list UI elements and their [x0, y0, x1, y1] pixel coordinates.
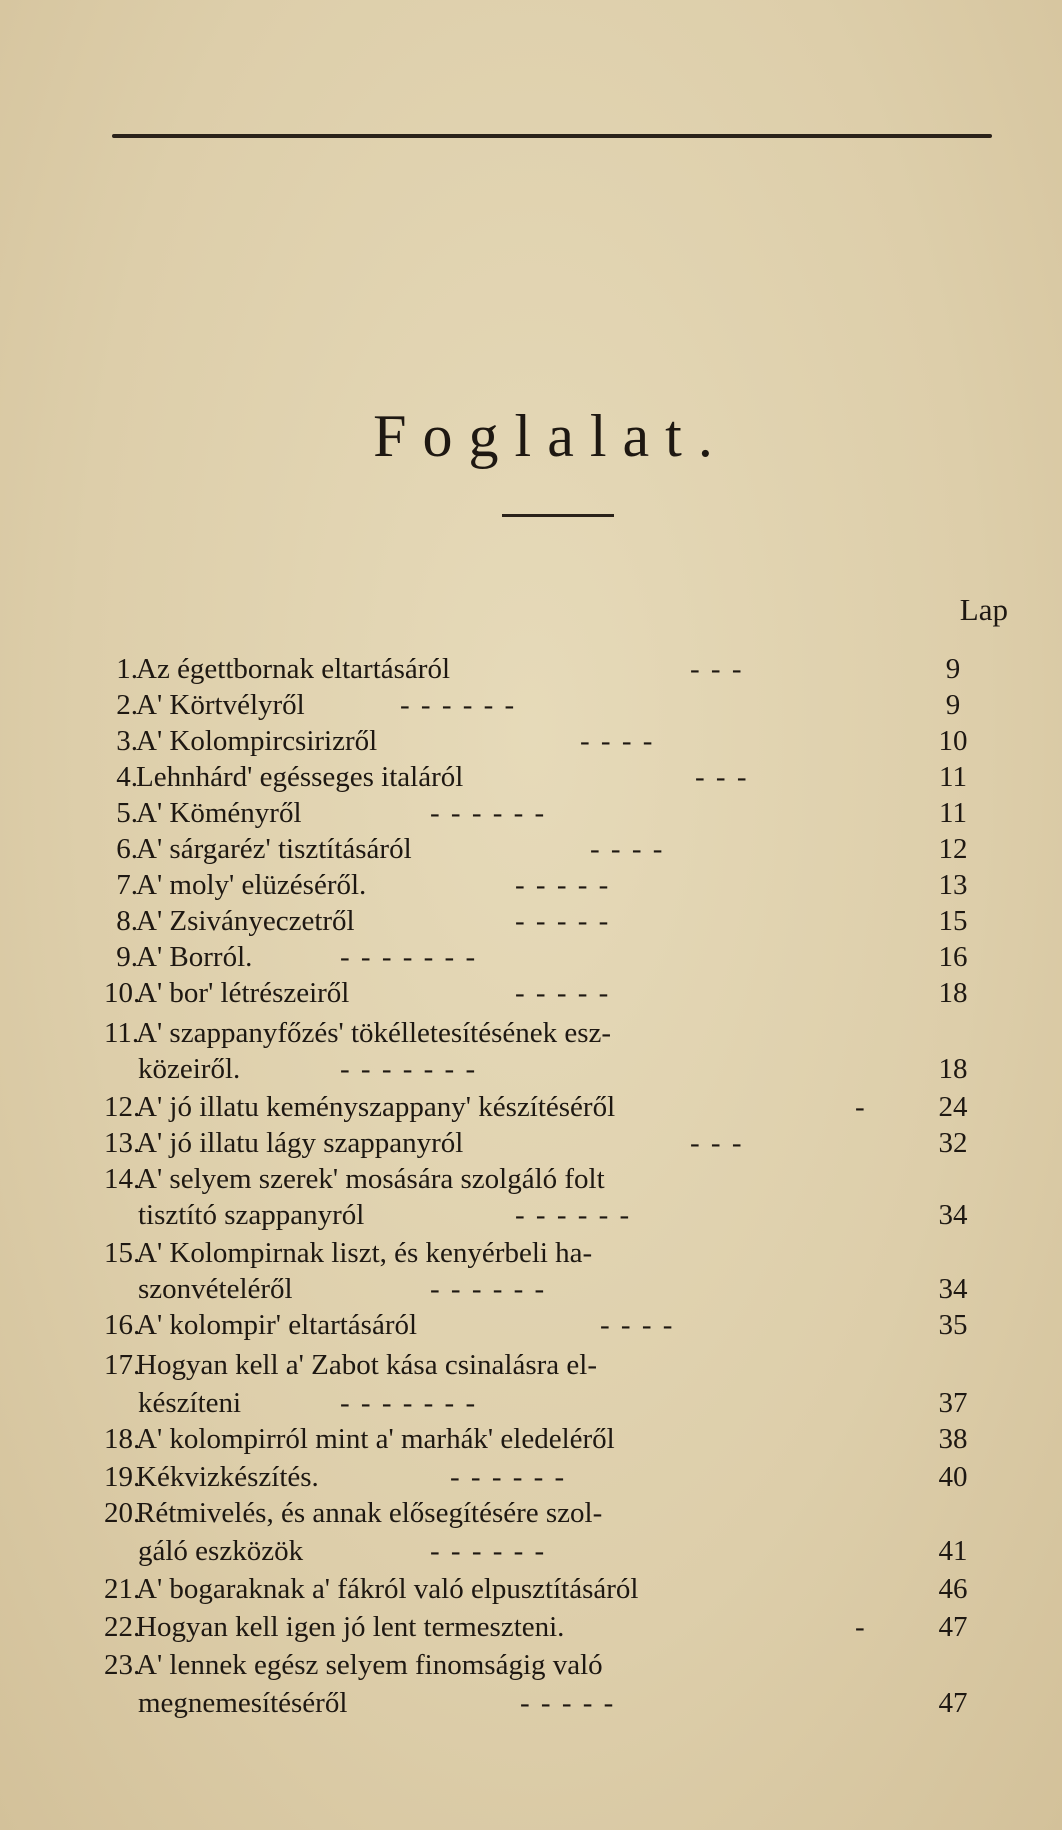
entry-title: A' jó illatu lágy szappanyról	[136, 1127, 464, 1159]
entry-number: 9.	[116, 941, 138, 973]
toc-line	[0, 1306, 1062, 1344]
entry-number: 1.	[116, 653, 138, 685]
entry-number: 14.	[104, 1163, 141, 1195]
entry-number: 12.	[104, 1091, 141, 1123]
entry-title: A' lennek egész selyem finomságig való	[136, 1649, 603, 1681]
entry-page: 10	[938, 725, 968, 757]
toc-line	[0, 1420, 1062, 1458]
leader-dashes: - - - - - -	[430, 797, 547, 829]
entry-page: 12	[938, 833, 968, 865]
leader-dashes: - - - - -	[520, 1687, 616, 1719]
entry-number: 16.	[104, 1309, 141, 1341]
toc-line	[0, 1458, 1062, 1496]
toc-line	[0, 686, 1062, 724]
leader-dashes: - - -	[695, 761, 749, 793]
entry-page: 47	[938, 1687, 968, 1719]
leader-dashes: - - - - - - -	[340, 1387, 478, 1419]
toc-line	[0, 758, 1062, 796]
toc-line	[0, 1088, 1062, 1126]
entry-number: 8.	[116, 905, 138, 937]
entry-number: 11.	[104, 1017, 140, 1049]
entry-page: 34	[938, 1199, 968, 1231]
page-column-header: Lap	[959, 592, 1008, 627]
entry-title: A' Kolompirnak liszt, és kenyérbeli ha-	[136, 1237, 593, 1269]
toc-line	[0, 1160, 1062, 1198]
toc-line	[0, 1234, 1062, 1272]
entry-page: 9	[945, 653, 961, 685]
entry-title: A' moly' elüzéséről.	[136, 869, 367, 901]
leader-dashes: - - - - -	[515, 869, 611, 901]
toc-line	[0, 1532, 1062, 1570]
leader-dashes: -	[855, 1611, 867, 1643]
entry-title: Kékvizkészítés.	[136, 1461, 319, 1493]
entry-number: 13.	[104, 1127, 141, 1159]
leader-dashes: - - - - - -	[450, 1461, 567, 1493]
entry-page: 34	[938, 1273, 968, 1305]
entry-title: A' szappanyfőzés' tökélletesítésének esz-	[136, 1017, 612, 1049]
toc-line	[0, 974, 1062, 1012]
leader-dashes: - - -	[690, 653, 744, 685]
entry-number: 20.	[104, 1497, 141, 1529]
entry-title: A' sárgaréz' tisztításáról	[136, 833, 412, 865]
toc-line	[0, 902, 1062, 940]
toc-line	[0, 938, 1062, 976]
toc-line	[0, 1050, 1062, 1088]
leader-dashes: - - - - - - -	[340, 941, 478, 973]
entry-page: 41	[938, 1535, 968, 1567]
entry-title: Az égettbornak eltartásáról	[136, 653, 451, 685]
entry-title: A' Körtvélyről	[136, 689, 305, 721]
entry-title: A' Kolompircsirizről	[136, 725, 378, 757]
entry-number: 4.	[116, 761, 138, 793]
toc-line	[0, 1646, 1062, 1684]
entry-number: 2.	[116, 689, 138, 721]
entry-number: 23.	[104, 1649, 141, 1681]
entry-number: 18.	[104, 1423, 141, 1455]
leader-dashes: - - - -	[600, 1309, 675, 1341]
entry-title: Rétmivelés, és annak elősegítésére szol-	[136, 1497, 603, 1529]
toc-line	[0, 1270, 1062, 1308]
entry-page: 11	[939, 761, 967, 793]
page-title: Foglalat.	[373, 403, 729, 469]
entry-page: 18	[938, 977, 968, 1009]
entry-page: 16	[938, 941, 968, 973]
entry-number: 17.	[104, 1349, 141, 1381]
toc-line	[0, 722, 1062, 760]
entry-page: 47	[938, 1611, 968, 1643]
entry-title: gáló eszközök	[138, 1535, 304, 1567]
entry-page: 46	[938, 1573, 968, 1605]
leader-dashes: - - - - -	[515, 977, 611, 1009]
toc-line	[0, 1384, 1062, 1422]
entry-title: A' Köményről	[136, 797, 302, 829]
entry-title: Hogyan kell a' Zabot kása csinalásra el-	[136, 1349, 597, 1381]
entry-title: A' selyem szerek' mosására szolgáló folt	[136, 1163, 605, 1195]
entry-page: 24	[938, 1091, 968, 1123]
toc-line	[0, 866, 1062, 904]
entry-title: A' bor' létrészeiről	[136, 977, 350, 1009]
entry-number: 21.	[104, 1573, 141, 1605]
entry-number: 3.	[116, 725, 138, 757]
toc-line	[0, 1608, 1062, 1646]
toc-line	[0, 1684, 1062, 1722]
entry-page: 32	[938, 1127, 968, 1159]
entry-page: 35	[938, 1309, 968, 1341]
entry-title: A' bogaraknak a' fákról való elpusztításáról	[136, 1573, 639, 1605]
leader-dashes: - - - - - -	[400, 689, 517, 721]
toc-line	[0, 830, 1062, 868]
toc-line	[0, 1346, 1062, 1384]
entry-page: 40	[938, 1461, 968, 1493]
entry-page: 9	[945, 689, 961, 721]
entry-title: A' Zsiványeczetről	[136, 905, 355, 937]
entry-title: szonvételéről	[138, 1273, 293, 1305]
leader-dashes: - - - - - -	[515, 1199, 632, 1231]
entry-title: tisztító szappanyról	[138, 1199, 365, 1231]
entry-page: 37	[938, 1387, 968, 1419]
entry-page: 15	[938, 905, 968, 937]
entry-number: 7.	[116, 869, 138, 901]
toc-line	[0, 1494, 1062, 1532]
entry-title: A' kolompir' eltartásáról	[136, 1309, 418, 1341]
toc-line	[0, 1570, 1062, 1608]
leader-dashes: - - - - -	[515, 905, 611, 937]
entry-title: megnemesítéséről	[138, 1687, 348, 1719]
entry-title: A' kolompirról mint a' marhák' eledeléről	[136, 1423, 615, 1455]
leader-dashes: -	[855, 1091, 867, 1123]
toc-line	[0, 794, 1062, 832]
leader-dashes: - - - -	[580, 725, 655, 757]
toc-line	[0, 1196, 1062, 1234]
toc-line	[0, 1014, 1062, 1052]
entry-title: A' Borról.	[136, 941, 253, 973]
toc-line	[0, 1124, 1062, 1162]
entry-title: készíteni	[138, 1387, 242, 1419]
entry-number: 6.	[116, 833, 138, 865]
entry-title: közeiről.	[138, 1053, 241, 1085]
leader-dashes: - - - - - -	[430, 1535, 547, 1567]
entry-number: 22.	[104, 1611, 141, 1643]
toc-line	[0, 650, 1062, 688]
entry-number: 10.	[104, 977, 141, 1009]
leader-dashes: - - - - - - -	[340, 1053, 478, 1085]
leader-dashes: - - - - - -	[430, 1273, 547, 1305]
entry-title: Lehnhárd' egésseges italáról	[136, 761, 464, 793]
entry-page: 11	[939, 797, 967, 829]
entry-number: 19.	[104, 1461, 141, 1493]
entry-page: 13	[938, 869, 968, 901]
entry-title: A' jó illatu keményszappany' készítéséről	[136, 1091, 616, 1123]
entry-title: Hogyan kell igen jó lent termeszteni.	[136, 1611, 565, 1643]
entry-number: 15.	[104, 1237, 141, 1269]
leader-dashes: - - - -	[590, 833, 665, 865]
entry-number: 5.	[116, 797, 138, 829]
entry-page: 38	[938, 1423, 968, 1455]
leader-dashes: - - -	[690, 1127, 744, 1159]
entry-page: 18	[938, 1053, 968, 1085]
